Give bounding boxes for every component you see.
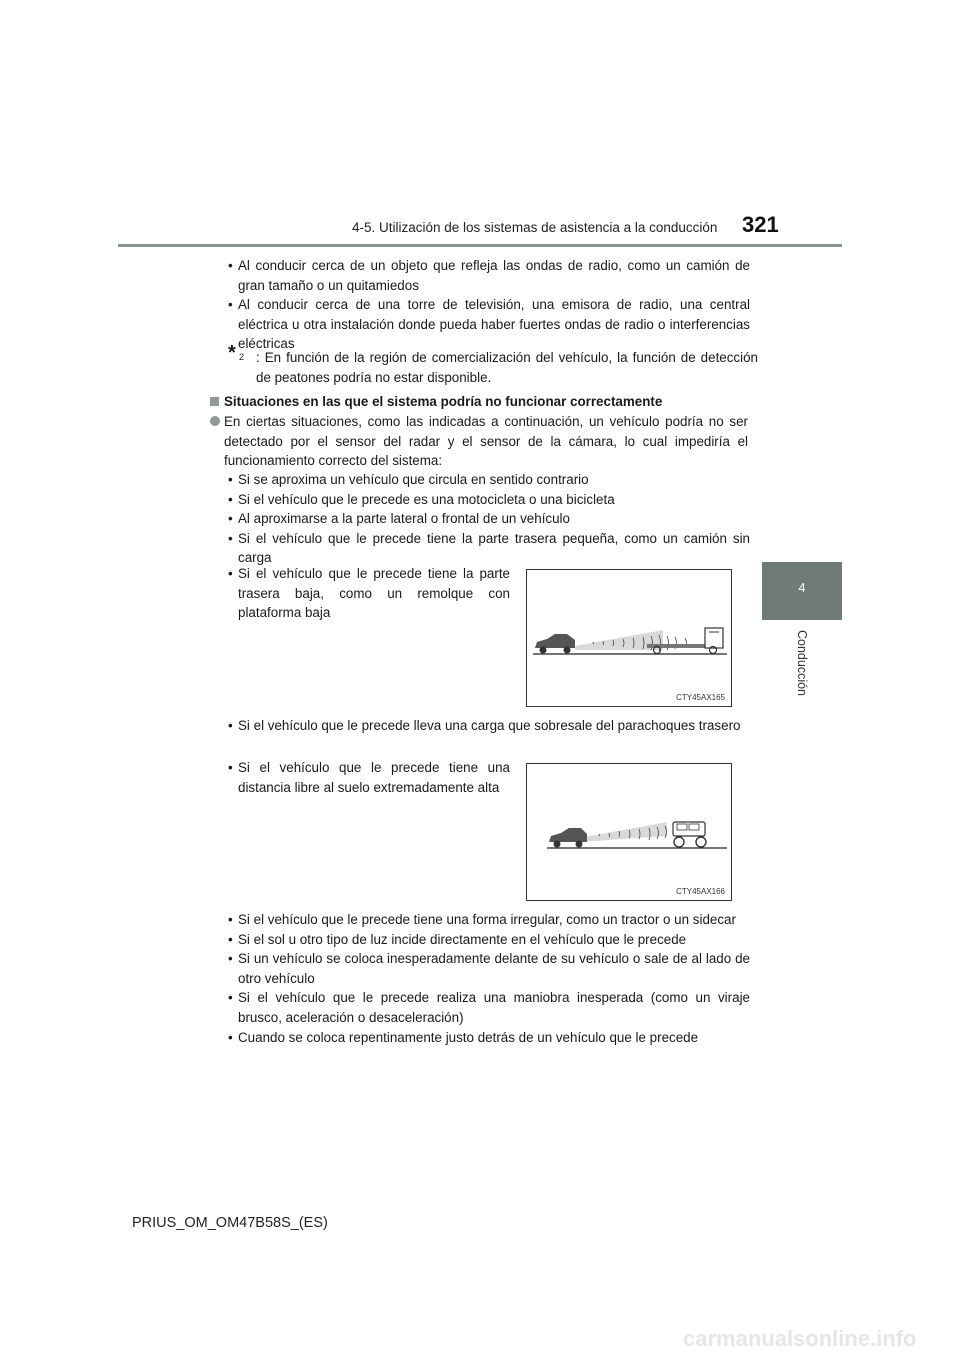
section-heading: Situaciones en las que el sistema podría no funcionar correctamente (210, 392, 662, 412)
page-header (0, 0, 960, 250)
chapter-tab-label: Conducción (795, 629, 809, 697)
footer-doc-id: PRIUS_OM_OM47B58S_(ES) (132, 1215, 328, 1231)
bullet-mid (210, 716, 750, 736)
list-item: • Si el vehículo que le precede es una motocicleta o una bicicleta (228, 491, 615, 507)
figure-low-trailer (526, 569, 732, 707)
chapter-tab-number: 4 (798, 580, 806, 595)
bullet-list-a (210, 470, 750, 568)
list-item: • Al aproximarse a la parte lateral o frontal de un vehículo (228, 511, 570, 527)
list-item: • Si el vehículo que le precede tiene la parte trasera baja, como un remolque con plataforma baja (228, 566, 510, 621)
footnote-text: : En función de la región de comercialización del vehículo, la función de detección de peatones podría no estar disponible. (256, 350, 758, 385)
list-item: • Si el sol u otro tipo de luz incide directamente en el vehículo que le precede (228, 931, 687, 947)
chapter-title: 4-5. Utilización de los sistemas de asistencia a la conducción (352, 220, 718, 235)
page-number: 321 (742, 212, 779, 237)
list-item: • Si el vehículo que le precede lleva una carga que sobresale del parachoques trasero (228, 718, 741, 733)
list-item: • Si el vehículo que le precede tiene una forma irregular, como un tractor o un sidecar (228, 912, 736, 927)
list-item: • Cuando se coloca repentinamente justo detrás de un vehículo que le precede (228, 1029, 699, 1045)
list-item: • Si el vehículo que le precede tiene una distancia libre al suelo extremadamente alta (228, 760, 510, 795)
figure-code: CTY45AX165 (676, 693, 725, 702)
figure-high-clearance (526, 763, 732, 901)
list-item: • Si el vehículo que le precede tiene la parte trasera pequeña, como un camión sin carga (228, 530, 750, 566)
figure-item-1 (210, 564, 510, 623)
chapter-tab-label-area (762, 622, 842, 712)
footnote-sup: 2 (239, 352, 245, 362)
circle-bullet-icon (210, 416, 220, 426)
header-rule (118, 244, 842, 247)
chapter-tab[interactable] (762, 562, 842, 620)
figure-code: CTY45AX166 (676, 887, 725, 896)
list-item: • Si se aproxima un vehículo que circula en sentido contrario (228, 472, 589, 487)
bullet-list-b (210, 910, 750, 1047)
square-bullet-icon (210, 397, 219, 406)
top-bullet-list (210, 256, 750, 354)
high-clearance-illustration (527, 764, 731, 900)
watermark: carmanualsonline.info (683, 1326, 917, 1351)
list-item: • Al conducir cerca de una torre de televisión, una emisora de radio, una central eléctrica u otra instalación donde pueda haber fuertes ondas de radio o interferencias eléctricas (228, 297, 750, 352)
list-item: • Si el vehículo que le precede realiza una maniobra inesperada (como un viraje brusco, aceleración o desaceleración) (228, 990, 750, 1025)
footnote-marker: * (228, 342, 236, 364)
intro-item: En ciertas situaciones, como las indicadas a continuación, un vehículo podría no ser detectado por el sensor del radar y el sensor de la cámara, lo cual impediría el funcionamiento correcto del sistema: (210, 412, 748, 471)
list-item: • Al conducir cerca de un objeto que refleja las ondas de radio, como un camión de gran tamaño o un quitamiedos (228, 258, 750, 293)
figure-item-2 (210, 758, 510, 797)
low-trailer-illustration (527, 570, 731, 706)
list-item: • Si un vehículo se coloca inesperadamente delante de su vehículo o sale de al lado de otro vehículo (228, 951, 750, 986)
footnote (228, 342, 758, 387)
